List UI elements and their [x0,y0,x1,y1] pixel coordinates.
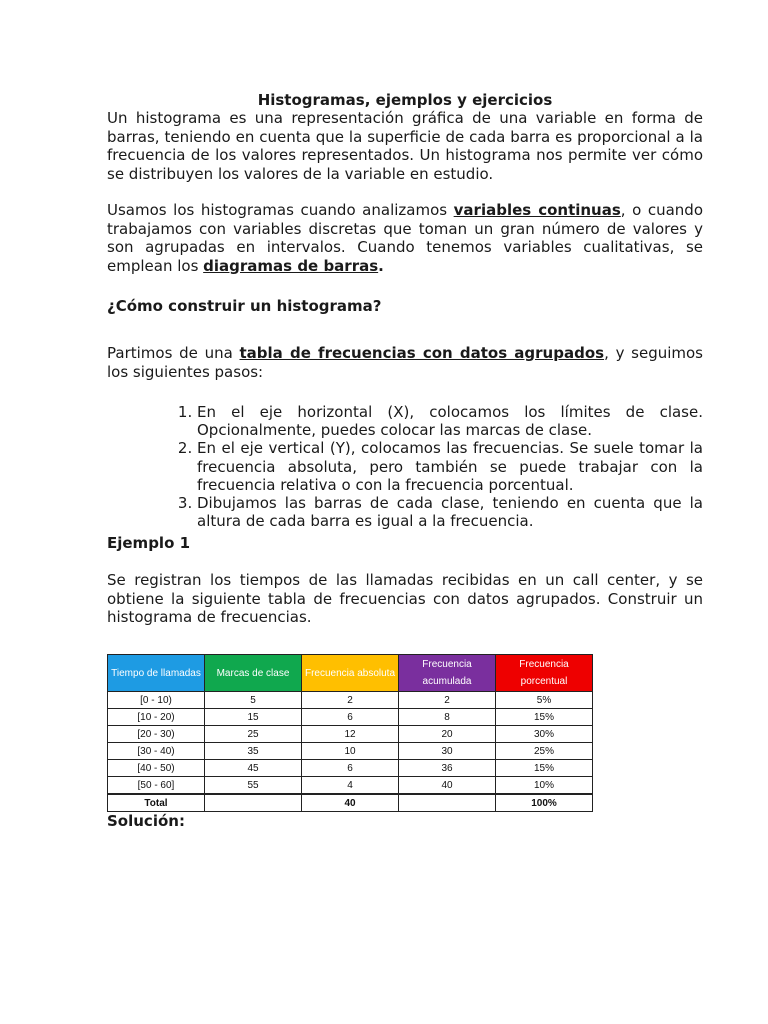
variables-continuas-link[interactable]: variables continuas [453,201,621,219]
header-porcentual: Frecuencia porcentual [496,655,593,692]
diagramas-de-barras-link[interactable]: diagramas de barras [203,256,379,275]
table-cell [399,794,496,812]
table-cell: 2 [302,692,399,709]
start-paragraph [107,344,703,381]
usage-text-2: , o cuando trabajamos con variables discretas que toman un gran número de valores y son agrupadas en intervalos. Cuando tenemos variables cualitativas, se emplean los [107,201,704,275]
table-cell [205,794,302,812]
table-cell: 55 [205,777,302,795]
table-cell: [20 - 30) [108,726,205,743]
table-cell: 5 [205,692,302,709]
table-cell: 4 [302,777,399,795]
table-cell: 15 [205,709,302,726]
usage-text-1: Usamos los histogramas cuando analizamos [107,201,454,219]
table-cell: 30 [399,743,496,760]
usage-text-3: . [378,256,384,275]
header-marcas: Marcas de clase [205,655,302,692]
step-item-3: 3. Dibujamos las barras de cada clase, teniendo en cuenta que la altura de cada barra es igual a la frecuencia. [197,494,703,530]
start-text-2: , y seguimos los siguientes pasos: [107,344,703,381]
table-cell: 5% [496,692,593,709]
table-row [108,743,593,760]
page-title: Histogramas, ejemplos y ejercicios [257,91,553,109]
intro-paragraph: Un histograma es una representación gráfica de una variable en forma de barras, teniendo en cuenta que la superficie de cada barra es proporcional a la frecuencia de los valores representados. Un histograma nos permite ver cómo se distribuyen los valores de la variable en estudio. [107,109,703,183]
table-cell: [50 - 60] [108,777,205,795]
table-cell: [40 - 50) [108,760,205,777]
table-cell: 40 [399,777,496,795]
table-cell: 6 [302,709,399,726]
table-cell: 12 [302,726,399,743]
table-cell: 20 [399,726,496,743]
table-row [108,777,593,795]
example-paragraph: Se registran los tiempos de las llamadas recibidas en un call center, y se obtiene la siguiente tabla de frecuencias con datos agrupados. Construir un histograma de frecuencias. [107,571,703,627]
header-acumulada: Frecuencia acumulada [399,655,496,692]
table-cell: [30 - 40) [108,743,205,760]
table-row [108,760,593,777]
total-label: Total [108,794,205,812]
table-cell: [0 - 10) [108,692,205,709]
example-heading: Ejemplo 1 [107,534,191,553]
how-heading: ¿Cómo construir un histograma? [107,297,382,315]
table-cell: 2 [399,692,496,709]
table-row [108,709,593,726]
total-absoluta: 40 [302,794,399,812]
table-cell: 10% [496,777,593,795]
table-cell: 25% [496,743,593,760]
frequency-table [107,654,593,812]
step-item-2: 2. En el eje vertical (Y), colocamos las frecuencias. Se suele tomar la frecuencia absoluta, pero también se puede trabajar con la frecuencia relativa o con la frecuencia porcentual. [197,439,703,494]
tabla-frecuencias-link[interactable]: tabla de frecuencias con datos agrupados [239,344,605,362]
total-porcentual: 100% [496,794,593,812]
table-cell: 36 [399,760,496,777]
table-cell: 35 [205,743,302,760]
table-total-row [108,794,593,812]
table-cell: 15% [496,709,593,726]
table-cell: 25 [205,726,302,743]
document-body [107,91,703,627]
header-absoluta: Frecuencia absoluta [302,655,399,692]
table-cell: 15% [496,760,593,777]
table-cell: 30% [496,726,593,743]
table-cell: [10 - 20) [108,709,205,726]
usage-paragraph [107,201,703,275]
table-cell: 10 [302,743,399,760]
table-cell: 6 [302,760,399,777]
table-header-row [108,655,593,692]
steps-list [107,403,703,530]
table-row [108,692,593,709]
header-tiempo: Tiempo de llamadas [108,655,205,692]
step-item-1: 1. En el eje horizontal (X), colocamos los límites de clase. Opcionalmente, puedes colocar las marcas de clase. [197,403,703,439]
solution-label: Solución: [107,812,185,830]
start-text-1: Partimos de una [107,344,240,362]
table-cell: 45 [205,760,302,777]
table-cell: 8 [399,709,496,726]
table-row [108,726,593,743]
